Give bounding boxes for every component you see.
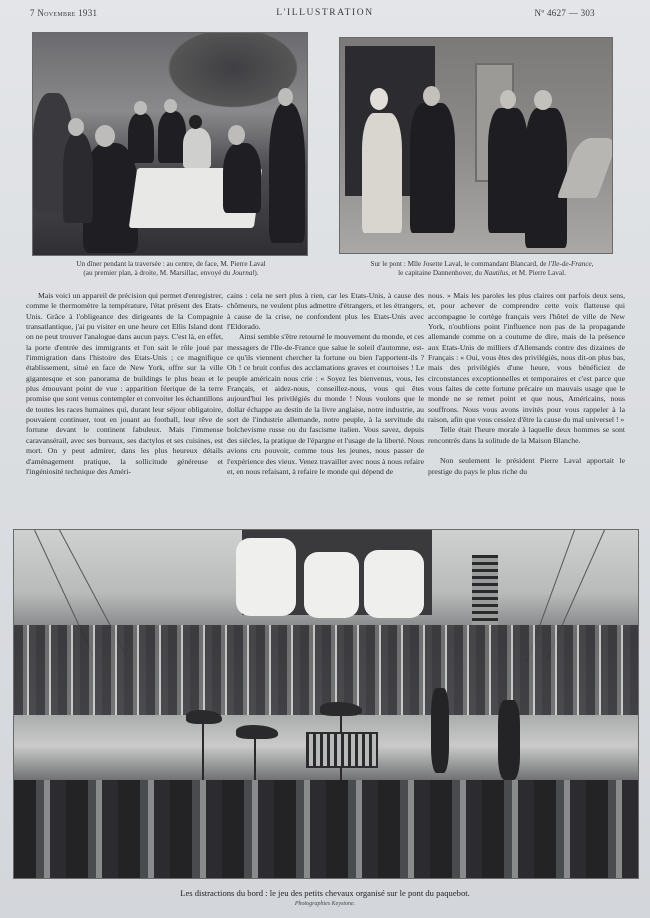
caption-deck-line1 bbox=[332, 260, 632, 269]
caption-text: , et M. Pierre Laval. bbox=[508, 269, 566, 277]
caption-deck-line2 bbox=[332, 269, 632, 278]
article-paragraph: nous. » Mais les paroles les plus claires ont parfois deux sens, et, pour achever de comprendre cette voix flatteuse qui accompagne le cortège français vers l'hôtel de ville de New York, n'oublions point l'influence non pas de la propagande allemande comme on a coutume de dire, mais de la présence aux Etats-Unis de milliers d'Allemands contre des dizaines de Français : « Oui, vous êtes des privilégiés, nous dit-on plus bas, mais des privilégiés d'une heure, vous bénéficiez de circonstances exceptionnelles et temporaires et c'est parce que vous faites de cette fortune précaire un mauvais usage que le monde ne se remet point et que nous, Américains, nous souffrons. Nous vous avons invités pour vous rappeler à la raison, afin que vous cessiez d'être la cause du mal universel ! » bbox=[428, 291, 625, 425]
article-paragraph: Non seulement le président Pierre Laval apportait le prestige du pays le plus riche du bbox=[428, 456, 625, 476]
article-column-3 bbox=[428, 291, 625, 477]
caption-text: , bbox=[591, 260, 594, 268]
photo-credit: Photographies Keystone. bbox=[294, 901, 356, 907]
article-paragraph: cains : cela ne sert plus à rien, car les Etats-Unis, à cause des chômeurs, ne veulent plus admettre d'étrangers, et les étrangers, à cause de la crise, ne confondent plus les Etats-Unis avec l'Eldorado. bbox=[227, 291, 424, 332]
caption-italic: l'Ile-de-France bbox=[548, 260, 592, 268]
article-column-1 bbox=[26, 291, 223, 477]
header-issue-page: Nº 4627 — 303 bbox=[534, 8, 595, 18]
caption-horses: Les distractions du bord : le jeu des petits chevaux organisé sur le pont du paquebot. bbox=[180, 888, 470, 898]
article-paragraph: Mais voici un appareil de précision qui permet d'enregistrer, comme le thermomètre la température, l'état présent des Etats-Unis. Grâce à l'obligeance des dirigeants de la Compagnie transatlantique, j'ai pu visiter en une heure cet Ellis Island dont on ne peut trouver l'analogue dans aucun pays. C'est là, en effet, la porte d'entrée des immigrants et l'on sait le rôle joué par l'immigration dans l'histoire des Etats-Unis ; ce magnifique établissement, situé en face de New York, offre sur la ville gigantesque et son panorama de buildings le plus beau et le plus émouvant point de vue : apparition féerique de la terre promise que sont venus contempler et convoiter les échantillons de toutes les races humaines qui, durant leur séjour obligatoire, pouvaient continuer, tout en jouant au football, leur rêve de fortune devant le continent fabuleux. Mais l'immense caravansérail, avec ses bureaux, ses dactylos et ses cuisines, est mort. On y peut admirer, dans les plus heureux détails d'aménagement pratique, la sollicitude généreuse et l'ingéniosité technique des Améri- bbox=[26, 291, 223, 476]
article-paragraph: Ainsi semble s'être retourné le mouvement du monde, et ces messagers de l'Ile-de-France que salue le soleil d'automne, est-ce qu'ils viennent chercher la fortune ou bien l'apportent-ils ? Oh ! ce bruit confus des acclamations graves et courtoises ! Le peuple américain nous crie : « Soyez les bienvenus, vous, les Français, et aidez-nous, conseillez-nous, vous qui êtes aujourd'hui les privilégiés du monde ! Nous voulons que le dollar échappe au destin de la livre anglaise, notre industrie, au sort de l'industrie allemande, notre peuple, à la servitude du bolchevisme russe ou du fascisme italien. Vous savez, depuis des siècles, la pratique de l'épargne et l'usage de la liberté. Nous avions cru pouvoir, comme tous les jeunes, nous passer de l'expérience des vieux. Venez travailler avec nous à nous refaire et, en nous refaisant, à refaire le monde qui dépend de bbox=[227, 332, 424, 476]
caption-text: le capitaine Dannenhover, du bbox=[398, 269, 484, 277]
photo-deck bbox=[340, 38, 612, 253]
article-column-2 bbox=[227, 291, 424, 477]
caption-dinner bbox=[26, 260, 316, 278]
caption-italic: Journal bbox=[232, 269, 255, 277]
photo-dinner bbox=[33, 33, 307, 255]
photo-horses-game bbox=[14, 530, 638, 878]
caption-text: ). bbox=[254, 269, 259, 277]
fence bbox=[306, 732, 378, 768]
caption-italic: Nautilus bbox=[483, 269, 509, 277]
caption-dinner-line1: Un dîner pendant la traversée : au centre, de face, M. Pierre Laval bbox=[76, 260, 266, 268]
caption-text: Sur le pont : Mlle Josette Laval, le commandant Blancard, de bbox=[370, 260, 549, 268]
header-publication-title: L'ILLUSTRATION bbox=[276, 8, 374, 18]
caption-deck bbox=[332, 260, 632, 278]
article-paragraph: Telle était l'heure morale à laquelle deux hommes se sont rencontrés dans la solitude de la Maison Blanche. bbox=[428, 425, 625, 445]
header-date: 7 Novembre 1931 bbox=[30, 8, 98, 18]
caption-dinner-line2 bbox=[26, 269, 316, 278]
caption-text: (au premier plan, à droite, M. Marsillac, envoyé du bbox=[83, 269, 233, 277]
